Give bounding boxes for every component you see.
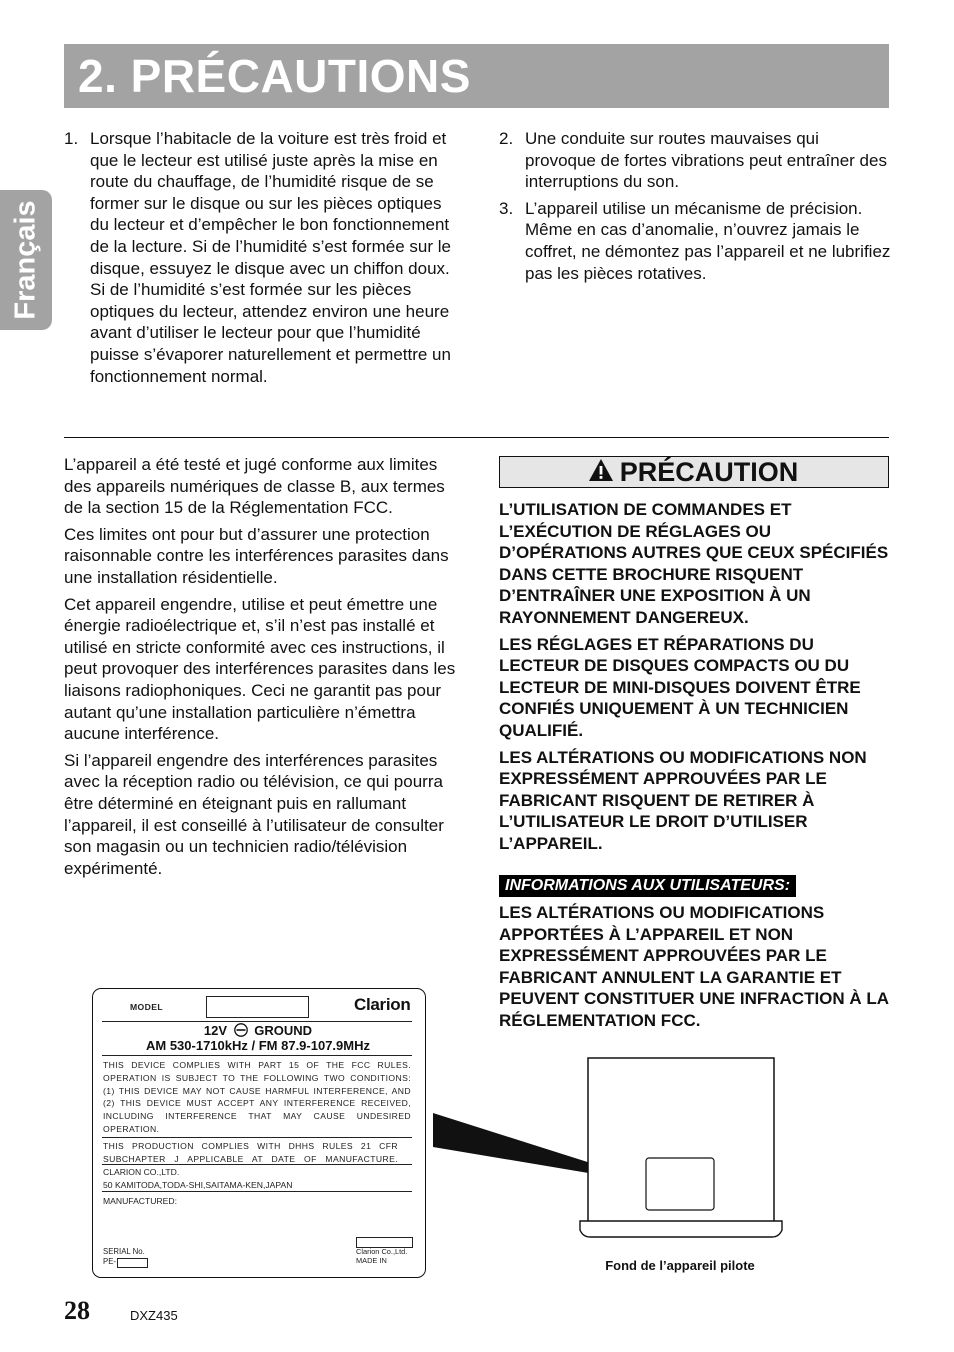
dhhs-label-line: THIS PRODUCTION COMPLIES WITH DHHS RULES 21 CFR bbox=[103, 1141, 398, 1151]
language-tab-label: Français bbox=[9, 200, 42, 320]
caution-title: PRÉCAUTION bbox=[619, 457, 799, 487]
fcc-label-line: INCLUDING INTERFERENCE THAT MAY CAUSE UNDESIRED bbox=[103, 1111, 411, 1122]
ground-symbol-icon bbox=[233, 1023, 249, 1037]
company-label-line: CLARION CO.,LTD. bbox=[103, 1167, 180, 1177]
fcc-label-line: THIS DEVICE COMPLIES WITH PART 15 OF THE FCC RULES. bbox=[103, 1060, 411, 1070]
band-line: AM 530-1710kHz / FM 87.9-107.9MHz bbox=[146, 1038, 370, 1053]
fcc-label-line: OPERATION. bbox=[103, 1123, 160, 1134]
caution-paragraph: LES ALTÉRATIONS OU MODIFICATIONS NON EXPRESSÉMENT APPROUVÉES PAR LE FABRICANT RISQUENT DE RETIRER À L’UTILISATEUR LE DROIT D’UTILISER L’APPAREIL. bbox=[499, 747, 867, 853]
page-number: 28 bbox=[64, 1296, 90, 1325]
fcc-paragraph: Si l’appareil engendre des interférences parasites avec la réception radio ou télévision, ce qui pourra être déterminé en éteignant puis en rallumant l’appareil, il est conseillé à l’utilisateur de consulter son magasin ou un technicien radio/télévision expérimenté. bbox=[64, 750, 444, 878]
list-item-text: Lorsque l’habitacle de la voiture est très froid et que le lecteur est utilisé juste après la mise en route du chauffage, de l’humidité risque de se former sur le disque ou sur les pièces optiques du lecteur et d’empêcher le bon fonctionnement de la lecture. Si de l’humidité s’est formée sur le disque, essuyez le disque avec un chiffon doux. Si de l’humidité s’est formée sur les pièces optiques du lecteur, attendez environ une heure avant d’utiliser le lecteur pour que l’humidité puisse s’évaporer naturellement et permettre un fonctionnement normal. bbox=[90, 129, 451, 386]
list-item-number: 2. bbox=[499, 129, 514, 148]
fcc-paragraph: Ces limites ont pour but d’assurer une protection raisonnable contre les interférences parasites dans une installation résidentielle. bbox=[64, 524, 449, 587]
language-tab-label-wrap bbox=[6, 190, 46, 330]
fcc-text bbox=[64, 454, 456, 884]
caution-paragraph: L’UTILISATION DE COMMANDES ET L’EXÉCUTION DE RÉGLAGES OU D’OPÉRATIONS AUTRES QUE CEUX SPÉCIFIÉS DANS CETTE BROCHURE RISQUENT D’ENTRAÎNER UNE EXPOSITION À UN RAYONNEMENT DANGEREUX. bbox=[499, 500, 889, 627]
company-label-line: 50 KAMITODA,TODA-SHI,SAITAMA-KEN,JAPAN bbox=[103, 1179, 293, 1190]
fcc-label-line: (2) THIS DEVICE MUST ACCEPT ANY INTERFERENCE RECEIVED, bbox=[103, 1098, 411, 1109]
brand-logo: Clarion bbox=[354, 995, 411, 1014]
list-item bbox=[64, 128, 454, 387]
fcc-label-line: OPERATION IS SUBJECT TO THE FOLLOWING TWO CONDITIONS: bbox=[103, 1072, 411, 1083]
fcc-paragraph: Cet appareil engendre, utilise et peut émettre une énergie radioélectrique et, s’il n’est pas installé et utilisé en stricte conformité avec ces instructions, il peut provoquer des interférences parasites dans les liaisons radiophoniques. Ceci ne garantit pas pour autant qu’une installation particulière n’émettra aucune interférence. bbox=[64, 594, 456, 744]
label-rule bbox=[102, 1137, 412, 1138]
label-rule bbox=[102, 1164, 412, 1165]
pe-label: PE- bbox=[103, 1257, 116, 1266]
made-in-line: MADE IN bbox=[356, 1256, 387, 1265]
list-item-text: Une conduite sur routes mauvaises qui provoque de fortes vibrations peut entraîner des interruptions du son. bbox=[525, 129, 887, 192]
label-rule bbox=[102, 1021, 412, 1022]
fcc-paragraph: L’appareil a été testé et jugé conforme aux limites des appareils numériques de classe B, aux termes de la section 15 de la Réglementation FCC. bbox=[64, 455, 445, 518]
caution-heading bbox=[499, 456, 887, 488]
caution-paragraph: LES RÉGLAGES ET RÉPARATIONS DU LECTEUR DE DISQUES COMPACTS OU DU LECTEUR DE MINI-DISQUES DOIVENT ÊTRE CONFIÉS UNIQUEMENT À UN TECHNICIEN QUALIFIÉ. bbox=[499, 634, 861, 740]
list-item-number: 3. bbox=[499, 198, 514, 218]
page-title: 2. PRÉCAUTIONS bbox=[78, 50, 471, 102]
info-heading: INFORMATIONS AUX UTILISATEURS: bbox=[499, 875, 796, 897]
warning-icon bbox=[588, 458, 614, 482]
power-voltage: 12V bbox=[203, 1023, 228, 1038]
dhhs-label-text bbox=[103, 1140, 398, 1166]
precaution-list-left bbox=[64, 128, 454, 387]
list-item-text: L’appareil utilise un mécanisme de précision. Même en cas d’anomalie, n’ouvrez jamais le coffret, ne démontez pas l’appareil et ne lubrifiez pas les pièces rotatives. bbox=[525, 198, 891, 283]
made-in-line: Clarion Co.,Ltd. bbox=[356, 1247, 408, 1256]
serial-label: SERIAL No. bbox=[103, 1247, 145, 1256]
list-item-number: 1. bbox=[64, 129, 79, 148]
serial-field bbox=[117, 1258, 148, 1268]
unit-bottom-illustration bbox=[425, 1055, 795, 1255]
dhhs-label-line: SUBCHAPTER J APPLICABLE AT DATE OF MANUFACTURE. bbox=[103, 1153, 398, 1164]
label-rule bbox=[102, 1191, 412, 1192]
figure-caption: Fond de l’appareil pilote bbox=[605, 1258, 755, 1273]
label-area bbox=[646, 1158, 714, 1210]
company-label-text bbox=[103, 1166, 411, 1192]
unit-base bbox=[580, 1221, 782, 1237]
info-text: LES ALTÉRATIONS OU MODIFICATIONS APPORTÉES À L’APPAREIL ET NON EXPRESSÉMENT APPROUVÉES PAR LE FABRICANT ANNULENT LA GARANTIE ET PEUVENT CONSTITUER UNE INFRACTION À LA RÉGLEMENTATION FCC. bbox=[499, 903, 889, 1030]
power-ground: GROUND bbox=[254, 1023, 313, 1038]
list-item bbox=[499, 128, 891, 193]
manufactured-label: MANUFACTURED: bbox=[103, 1196, 178, 1206]
label-rule bbox=[102, 1055, 412, 1056]
caution-text bbox=[499, 499, 891, 860]
section-divider bbox=[64, 437, 889, 438]
power-line bbox=[92, 1023, 424, 1038]
model-field bbox=[206, 996, 309, 1018]
model-number: DXZ435 bbox=[130, 1308, 178, 1323]
model-label: MODEL bbox=[130, 1002, 164, 1012]
precaution-list-right bbox=[499, 128, 891, 284]
list-item bbox=[499, 198, 891, 284]
fcc-label-line: (1) THIS DEVICE MAY NOT CAUSE HARMFUL INTERFERENCE, AND bbox=[103, 1085, 411, 1096]
fcc-label-text bbox=[103, 1059, 411, 1136]
